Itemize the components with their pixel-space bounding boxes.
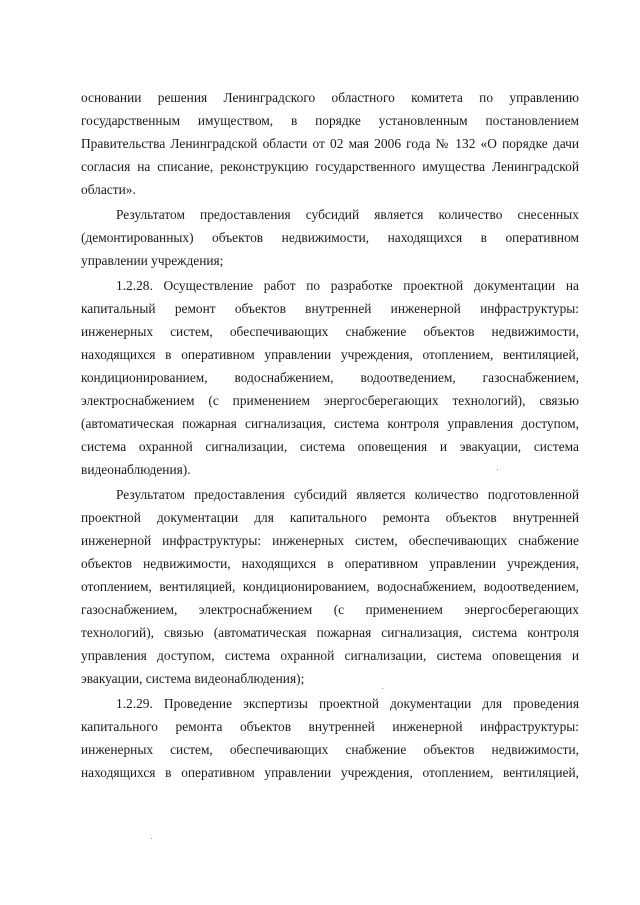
scan-speck bbox=[151, 838, 152, 839]
text-line: управления доступом, система охранной сигнализации, система оповещения и bbox=[81, 648, 579, 663]
text-line: система охранной сигнализации, система оповещения и эвакуации, система bbox=[81, 439, 579, 454]
text-line: управлении учреждения; bbox=[81, 253, 224, 268]
text-line: видеонаблюдения). bbox=[81, 462, 191, 477]
paragraph-first-line: Результатом предоставления субсидий является количество снесенных bbox=[116, 207, 579, 222]
scan-speck bbox=[382, 688, 383, 689]
text-line: технологий), связью (автоматическая пожарная сигнализация, система контроля bbox=[81, 625, 579, 640]
clause-heading-1-2-28: 1.2.28. Осуществление работ по разработке проектной документации на bbox=[116, 278, 579, 293]
scan-speck bbox=[497, 469, 498, 470]
text-line: инженерных систем, обеспечивающих снабжение объектов недвижимости, bbox=[81, 324, 579, 339]
text-line: отоплением, вентиляцией, кондиционированием, водоснабжением, водоотведением, bbox=[81, 579, 579, 594]
text-line: объектов недвижимости, находящихся в оперативном управлении учреждения, bbox=[81, 556, 579, 571]
text-line: инженерных систем, обеспечивающих снабжение объектов недвижимости, bbox=[81, 742, 579, 757]
text-line: согласия на списание, реконструкцию государственного имущества Ленинградской bbox=[81, 159, 579, 174]
text-line: основании решения Ленинградского областного комитета по управлению bbox=[81, 90, 579, 105]
text-line: (автоматическая пожарная сигнализация, система контроля управления доступом, bbox=[81, 416, 579, 431]
text-line: находящихся в оперативном управлении учреждения, отоплением, вентиляцией, bbox=[81, 765, 579, 780]
text-line: кондиционированием, водоснабжением, водоотведением, газоснабжением, bbox=[81, 370, 579, 385]
text-line: области». bbox=[81, 182, 136, 197]
clause-heading-1-2-29: 1.2.29. Проведение экспертизы проектной документации для проведения bbox=[116, 696, 579, 711]
text-line: проектной документации для капитального ремонта объектов внутренней bbox=[81, 510, 579, 525]
paragraph-first-line: Результатом предоставления субсидий является количество подготовленной bbox=[116, 487, 579, 502]
text-line: капитальный ремонт объектов внутренней инженерной инфраструктуры: bbox=[81, 301, 579, 316]
text-line: капитального ремонта объектов внутренней инженерной инфраструктуры: bbox=[81, 719, 579, 734]
text-line: газоснабжением, электроснабжением (с применением энергосберегающих bbox=[81, 602, 579, 617]
text-line: инженерной инфраструктуры: инженерных систем, обеспечивающих снабжение bbox=[81, 533, 579, 548]
text-line: (демонтированных) объектов недвижимости, находящихся в оперативном bbox=[81, 230, 579, 245]
text-line: эвакуации, система видеонаблюдения); bbox=[81, 671, 305, 686]
text-line: государственным имуществом, в порядке установленным постановлением bbox=[81, 113, 579, 128]
text-line: электроснабжением (с применением энергосберегающих технологий), связью bbox=[81, 393, 579, 408]
text-line: находящихся в оперативном управлении учреждения, отоплением, вентиляцией, bbox=[81, 347, 579, 362]
text-line: Правительства Ленинградской области от 02 мая 2006 года № 132 «О порядке дачи bbox=[81, 136, 579, 151]
